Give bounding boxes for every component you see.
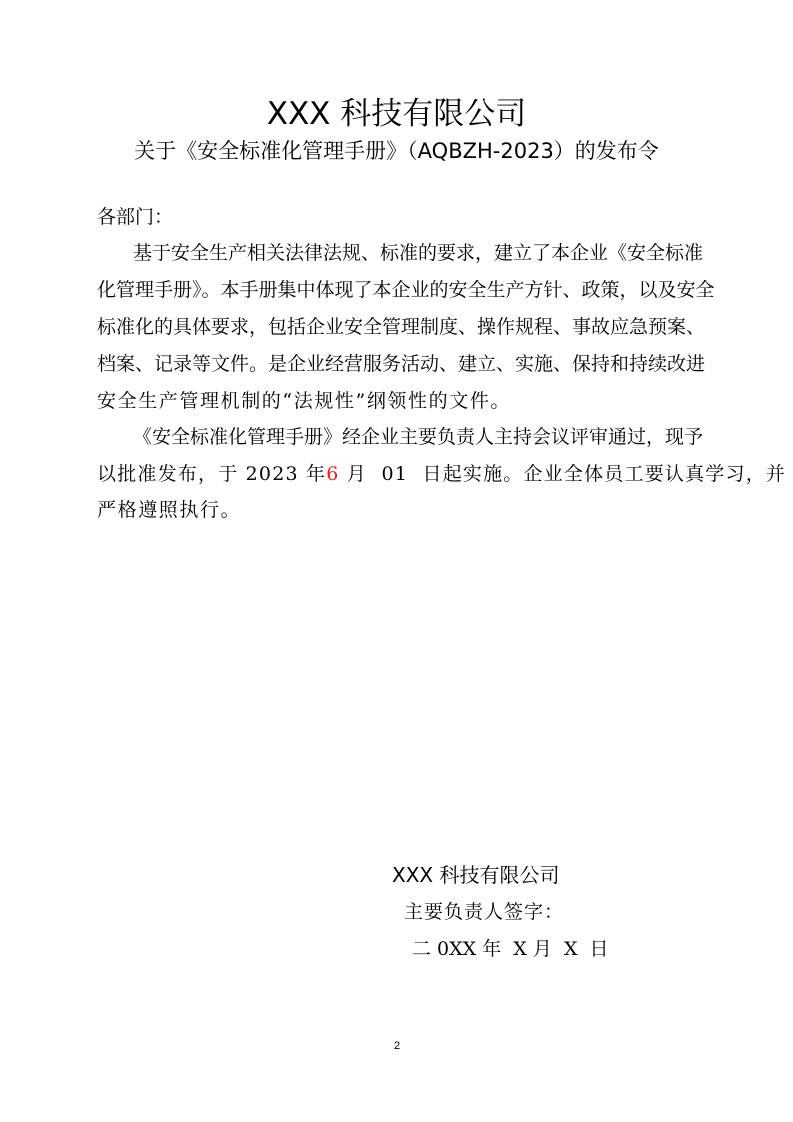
effective-text: 以批准发布，于 2023 年 <box>97 463 327 485</box>
signer-label: 主要负责人签字： <box>404 901 565 923</box>
paragraph-2-line: 严格遵照执行。 <box>97 499 242 521</box>
salutation: 各部门： <box>97 206 174 228</box>
effective-month: 6 <box>326 463 340 485</box>
paragraph-1-line: 标准化的具体要求，包括企业安全管理制度、操作规程、事故应急预案、 <box>97 316 706 338</box>
paragraph-1-line: 化管理手册》。本手册集中体现了本企业的安全生产方针、政策，以及安全 <box>97 279 715 301</box>
document-subtitle: 关于《安全标准化管理手册》（AQBZH-2023）的发布令 <box>134 139 659 163</box>
signature-company: XXX 科技有限公司 <box>392 863 560 887</box>
document-title: XXX 科技有限公司 <box>266 96 527 132</box>
signature-date: 二 0XX 年 X 月 X 日 <box>412 938 609 960</box>
paragraph-1-line: 安全生产管理机制的“法规性”纲领性的文件。 <box>97 390 512 412</box>
paragraph-1-line: 基于安全生产相关法律法规、标准的要求，建立了本企业《安全标准 <box>133 242 704 264</box>
effective-text-rest: 月 01 日起实施。企业全体员工要认真学习，并 <box>339 463 787 485</box>
paragraph-1-line: 档案、记录等文件。是企业经营服务活动、建立、实施、保持和持续改进 <box>97 353 706 375</box>
page-number: 2 <box>394 1040 401 1052</box>
paragraph-2-line: 《安全标准化管理手册》经企业主要负责人主持会议评审通过，现予 <box>133 426 704 448</box>
paragraph-2-line <box>97 463 787 485</box>
